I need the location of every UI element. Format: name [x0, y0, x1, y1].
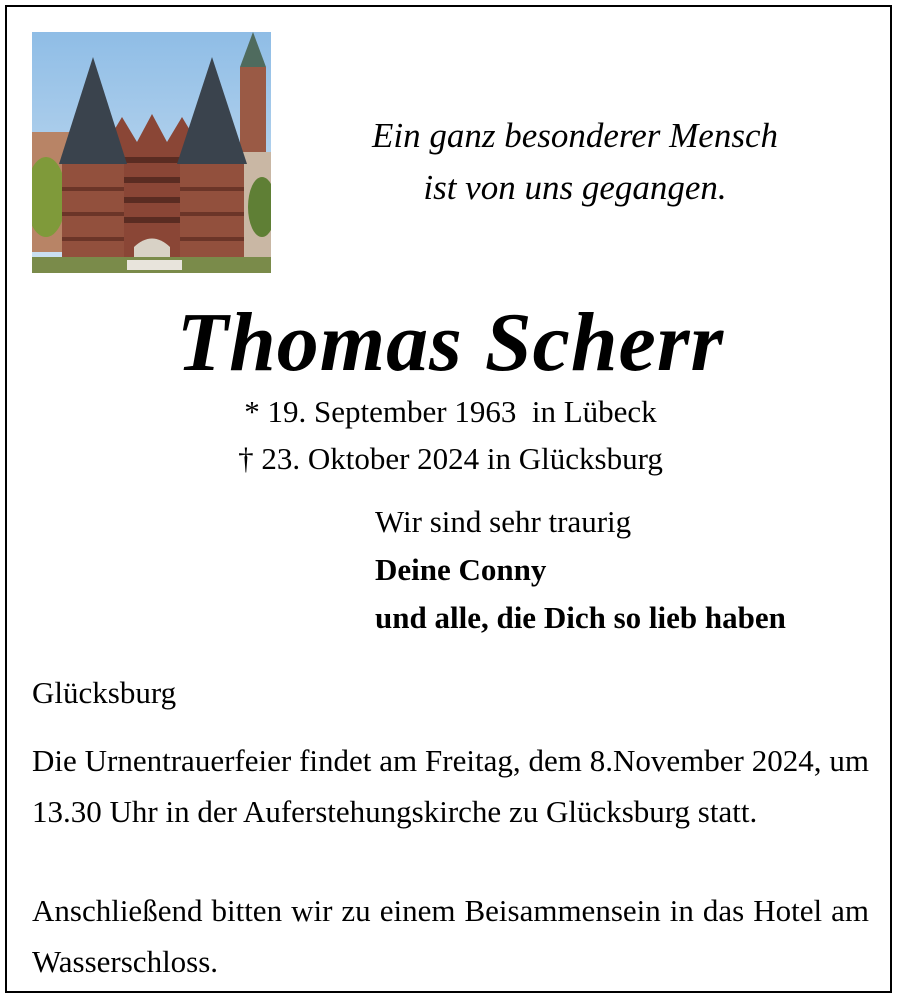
mourners-intro: Wir sind sehr traurig	[375, 504, 632, 539]
motto-line-2: ist von uns gegangen.	[423, 168, 727, 207]
mourner-partner: Deine Conny	[375, 552, 547, 587]
birth-date: * 19. September 1963 in Lübeck	[244, 394, 657, 429]
life-dates	[0, 388, 901, 482]
death-date: † 23. Oktober 2024 in Glücksburg	[238, 441, 663, 476]
place-name: Glücksburg	[32, 675, 177, 710]
mourner-others: und alle, die Dich so lieb haben	[375, 600, 786, 635]
holstentor-photo	[32, 32, 271, 273]
motto-line-1: Ein ganz besonderer Mensch	[372, 116, 778, 155]
service-paragraph: Die Urnentrauerfeier findet am Freitag, dem 8.November 2024, um 13.30 Uhr in der Auferstehungskirche zu Glücksburg statt.	[32, 743, 869, 829]
gathering-paragraph: Anschließend bitten wir zu einem Beisammensein in das Hotel am Wasserschloss.	[32, 893, 869, 979]
mourners	[375, 498, 786, 642]
deceased-name: Thomas Scherr	[176, 296, 725, 389]
motto	[290, 110, 860, 214]
